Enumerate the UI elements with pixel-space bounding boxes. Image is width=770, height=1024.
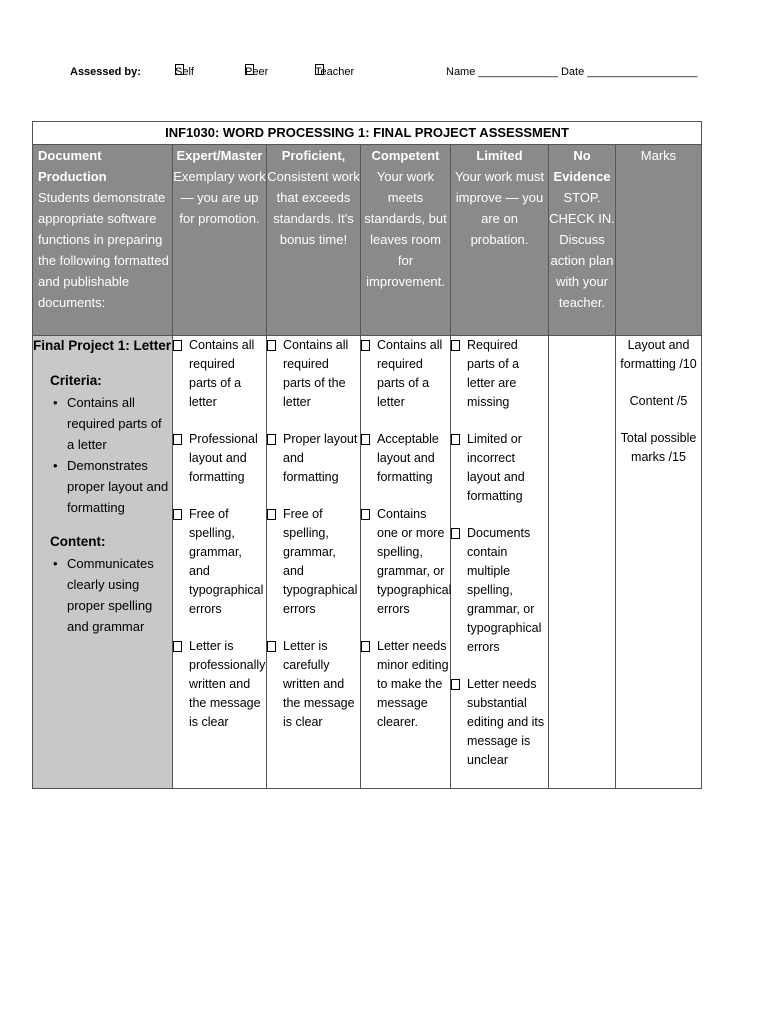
list-item: • Contains all required parts of a letter: [33, 392, 172, 455]
self-label: Self: [175, 66, 194, 78]
checkbox-icon: [173, 340, 182, 351]
bullet-icon: •: [53, 556, 58, 571]
expert-cell: [173, 336, 267, 789]
rubric-checkbox-item[interactable]: Contains one or more spelling, grammar, or typographical errors: [361, 505, 450, 619]
table-row: [33, 336, 702, 789]
header-row: [33, 145, 702, 336]
checkbox-icon: [451, 434, 460, 445]
col-header-competent: [361, 145, 451, 336]
col-title: Competent: [371, 148, 440, 163]
checkbox-icon: [361, 509, 370, 520]
rubric-checkbox-item[interactable]: Proper layout and formatting: [267, 430, 360, 487]
col-title: Expert/Master: [176, 148, 263, 163]
limited-cell: [451, 336, 549, 789]
rubric-checkbox-item[interactable]: Contains all required parts of the letter: [267, 336, 360, 412]
no-evidence-cell: [549, 336, 616, 789]
checkbox-icon: [173, 509, 182, 520]
checkbox-icon: [173, 434, 182, 445]
rubric-checkbox-item[interactable]: Contains all required parts of a letter: [361, 336, 450, 412]
checkbox-icon: [267, 641, 276, 652]
content-label: Content:: [50, 534, 106, 549]
project-title: Final Project 1: Letter: [33, 338, 172, 353]
proficient-cell: [267, 336, 361, 789]
col-desc: Students demonstrate appropriate software functions in preparing the following formatted and publishable documents:: [38, 190, 169, 310]
checkbox-icon: [267, 509, 276, 520]
checkbox-icon: [451, 679, 460, 690]
rubric-checkbox-item[interactable]: Required parts of a letter are missing: [451, 336, 548, 412]
col-title: No Evidence: [553, 148, 611, 184]
bullet-icon: •: [53, 395, 58, 410]
list-item: • Communicates clearly using proper spelling and grammar: [33, 553, 172, 637]
checkbox-icon: [451, 340, 460, 351]
rubric-checkbox-item[interactable]: Free of spelling, grammar, and typographical errors: [173, 505, 266, 619]
peer-label: Peer: [245, 66, 269, 78]
checkbox-icon: [361, 434, 370, 445]
col-title: Document Production: [38, 148, 107, 184]
col-title: Limited: [476, 148, 523, 163]
checkbox-icon: [451, 528, 460, 539]
col-desc: Exemplary work — you are up for promotion.: [173, 169, 266, 226]
checkbox-icon: [267, 434, 276, 445]
checkbox-icon: [267, 340, 276, 351]
content-marks: Content /5: [629, 394, 688, 408]
marks-cell: [616, 336, 702, 789]
rubric-checkbox-item[interactable]: Contains all required parts of a letter: [173, 336, 266, 412]
teacher-label: Teacher: [315, 66, 355, 78]
rubric-checkbox-item[interactable]: Professional layout and formatting: [173, 430, 266, 487]
list-item: • Demonstrates proper layout and formatting: [33, 455, 172, 518]
col-desc: Consistent work that exceeds standards. It's bonus time!: [267, 169, 360, 247]
col-header-expert: [173, 145, 267, 336]
content-list: [33, 553, 172, 637]
criteria-label: Criteria:: [50, 373, 102, 388]
table-title: INF1030: WORD PROCESSING 1: FINAL PROJECT ASSESSMENT: [33, 122, 702, 145]
name-date-fields[interactable]: Name _____________ Date __________________: [446, 66, 698, 78]
competent-cell: [361, 336, 451, 789]
rubric-table: [32, 121, 702, 789]
col-desc: STOP. CHECK IN. Discuss action plan with your teacher.: [549, 190, 615, 310]
col-header-limited: [451, 145, 549, 336]
rubric-checkbox-item[interactable]: Letter is professionally written and the message is clear: [173, 637, 266, 732]
col-desc: Your work meets standards, but leaves room for improvement.: [364, 169, 447, 289]
checkbox-icon: [173, 641, 182, 652]
assessed-by-label: Assessed by:: [70, 66, 141, 78]
rubric-checkbox-item[interactable]: Letter is carefully written and the message is clear: [267, 637, 360, 732]
layout-marks: Layout and formatting /10: [620, 338, 697, 371]
col-header-no-evidence: [549, 145, 616, 336]
col-header-proficient: [267, 145, 361, 336]
total-marks: Total possible marks /15: [620, 431, 697, 464]
project-criteria-cell: [33, 336, 173, 789]
rubric-checkbox-item[interactable]: Letter needs minor editing to make the message clearer.: [361, 637, 450, 732]
col-header-marks: [616, 145, 702, 336]
rubric-checkbox-item[interactable]: Acceptable layout and formatting: [361, 430, 450, 487]
rubric-checkbox-item[interactable]: Documents contain multiple spelling, grammar, or typographical errors: [451, 524, 548, 657]
bullet-icon: •: [53, 458, 58, 473]
rubric-checkbox-item[interactable]: Letter needs substantial editing and its message is unclear: [451, 675, 548, 770]
rubric-checkbox-item[interactable]: Limited or incorrect layout and formatting: [451, 430, 548, 506]
col-desc: Marks: [640, 148, 677, 163]
checkbox-icon: [361, 641, 370, 652]
assessment-header: [0, 64, 770, 80]
criteria-list: [33, 392, 172, 518]
checkbox-icon: [361, 340, 370, 351]
rubric-checkbox-item[interactable]: Free of spelling, grammar, and typographical errors: [267, 505, 360, 619]
col-header-document-production: [33, 145, 173, 336]
col-desc: Your work must improve — you are on probation.: [454, 169, 545, 247]
col-title: Proficient,: [281, 148, 346, 163]
